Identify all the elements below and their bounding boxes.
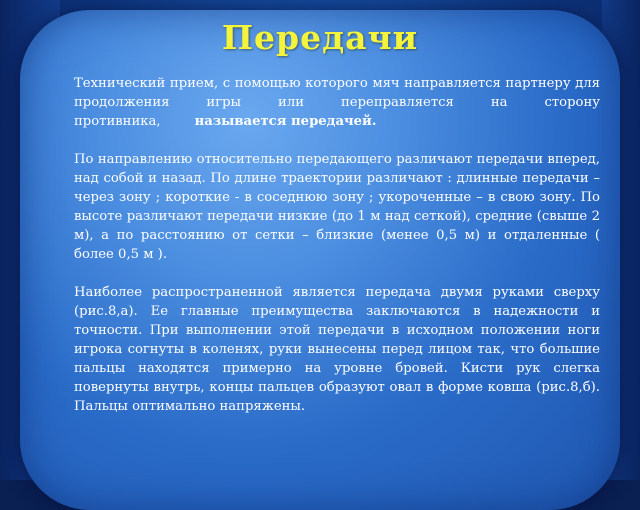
paragraph-classification: По направлению относительно передающего различают передачи вперед, над собой и назад. По длине траектории различают : длинные передачи – через зону ; короткие - в соседнюю зону ; укороченные – в свою зону. По высоте различают передачи низкие (до 1 м над сеткой), средние (свыше 2 м), а по расстоянию от сетки – близкие (менее 0,5 м) и отдаленные ( более 0,5 м ). bbox=[74, 152, 600, 262]
definition-text: Технический прием, с помощью которого мяч направляется партнеру для продолжения игры или переправляется на сторону противника, bbox=[74, 76, 600, 129]
definition-emphasis: называется передачей. bbox=[194, 114, 377, 129]
paragraph-definition bbox=[74, 74, 600, 131]
paragraph-technique: Наиболее распространенной является передача двумя руками сверху (рис.8,а). Ее главные преимущества заключаются в надежности и точности. При выполнении этой передачи в исходном положении ноги игрока согнуты в коленях, руки вынесены перед лицом так, что большие пальцы находятся примерно на уровне бровей. Кисти рук слегка повернуты внутрь, концы пальцев образуют овал в форме ковша (рис.8,б). Пальцы оптимально напряжены. bbox=[74, 285, 600, 414]
slide-body bbox=[74, 74, 600, 435]
slide-title: Передачи bbox=[221, 18, 419, 57]
